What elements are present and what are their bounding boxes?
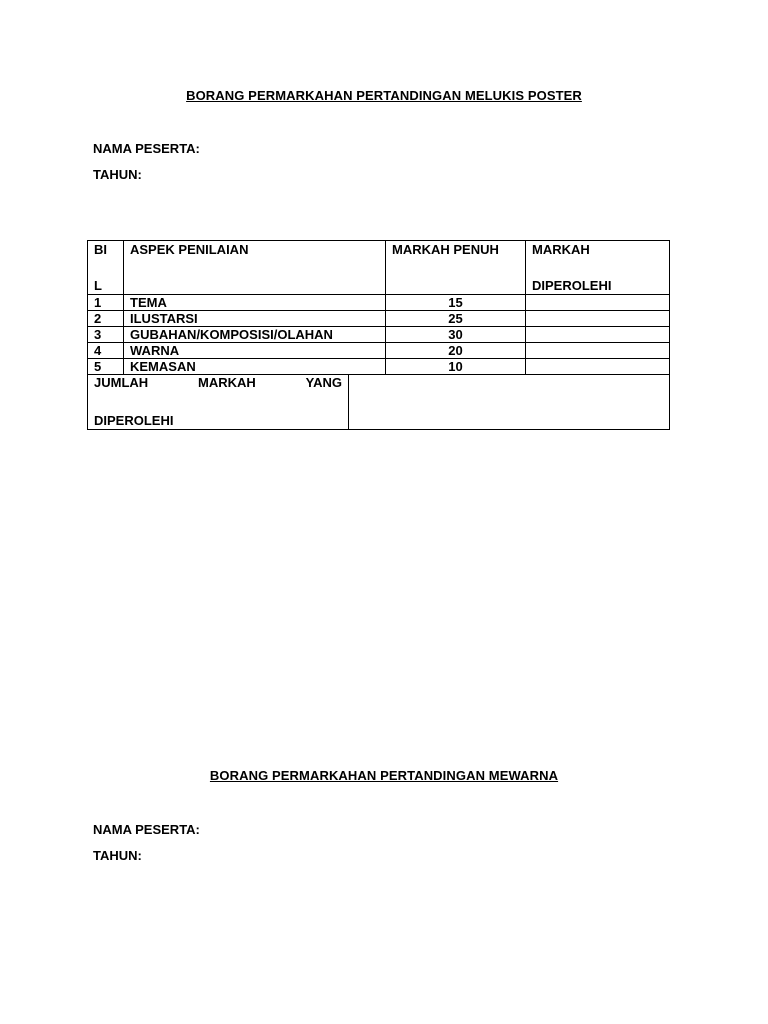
header-bil-top: BI [94, 242, 107, 257]
header-full-marks-label: MARKAH PENUH [392, 242, 499, 257]
row-no: 5 [88, 359, 124, 375]
row-no: 2 [88, 311, 124, 327]
total-label-line1 [94, 375, 342, 390]
form1-title: BORANG PERMARKAHAN PERTANDINGAN MELUKIS POSTER [186, 88, 582, 103]
row-full-marks: 25 [386, 311, 526, 327]
row-full-marks: 20 [386, 343, 526, 359]
form1-name-label: NAMA PESERTA: [93, 141, 200, 156]
row-full-marks: 30 [386, 327, 526, 343]
row-aspect: KEMASAN [124, 359, 386, 375]
row-obtained-cell[interactable] [526, 327, 670, 343]
table-row [88, 343, 670, 359]
table-row [88, 327, 670, 343]
total-row [88, 374, 670, 430]
form1-year-label: TAHUN: [93, 167, 142, 182]
row-aspect: TEMA [124, 295, 386, 311]
total-table [87, 374, 670, 430]
form2-year-label: TAHUN: [93, 848, 142, 863]
header-obtained-top: MARKAH [532, 242, 590, 257]
table-row [88, 295, 670, 311]
row-aspect: GUBAHAN/KOMPOSISI/OLAHAN [124, 327, 386, 343]
form2-title: BORANG PERMARKAHAN PERTANDINGAN MEWARNA [209, 768, 559, 783]
header-full-marks [386, 241, 526, 295]
row-aspect: ILUSTARSI [124, 311, 386, 327]
table-row [88, 311, 670, 327]
row-full-marks: 15 [386, 295, 526, 311]
header-aspect [124, 241, 386, 295]
total-word-markah: MARKAH [198, 375, 256, 390]
row-full-marks: 10 [386, 359, 526, 375]
row-obtained-cell[interactable] [526, 295, 670, 311]
row-no: 1 [88, 295, 124, 311]
header-aspect-label: ASPEK PENILAIAN [130, 242, 249, 257]
score-table [87, 240, 670, 375]
total-word-jumlah: JUMLAH [94, 375, 149, 390]
header-bil [88, 241, 124, 295]
row-obtained-cell[interactable] [526, 343, 670, 359]
total-label-cell [88, 374, 349, 430]
table-row [88, 359, 670, 375]
total-word-yang: YANG [305, 375, 342, 390]
table-header-row [88, 241, 670, 295]
row-obtained-cell[interactable] [526, 359, 670, 375]
form2-name-label: NAMA PESERTA: [93, 822, 200, 837]
total-word-diperolehi: DIPEROLEHI [94, 413, 174, 428]
row-aspect: WARNA [124, 343, 386, 359]
row-no: 3 [88, 327, 124, 343]
header-obtained [526, 241, 670, 295]
header-obtained-bottom: DIPEROLEHI [532, 278, 612, 293]
row-obtained-cell[interactable] [526, 311, 670, 327]
header-bil-bottom: L [94, 278, 102, 293]
total-value-cell[interactable] [349, 374, 670, 430]
row-no: 4 [88, 343, 124, 359]
